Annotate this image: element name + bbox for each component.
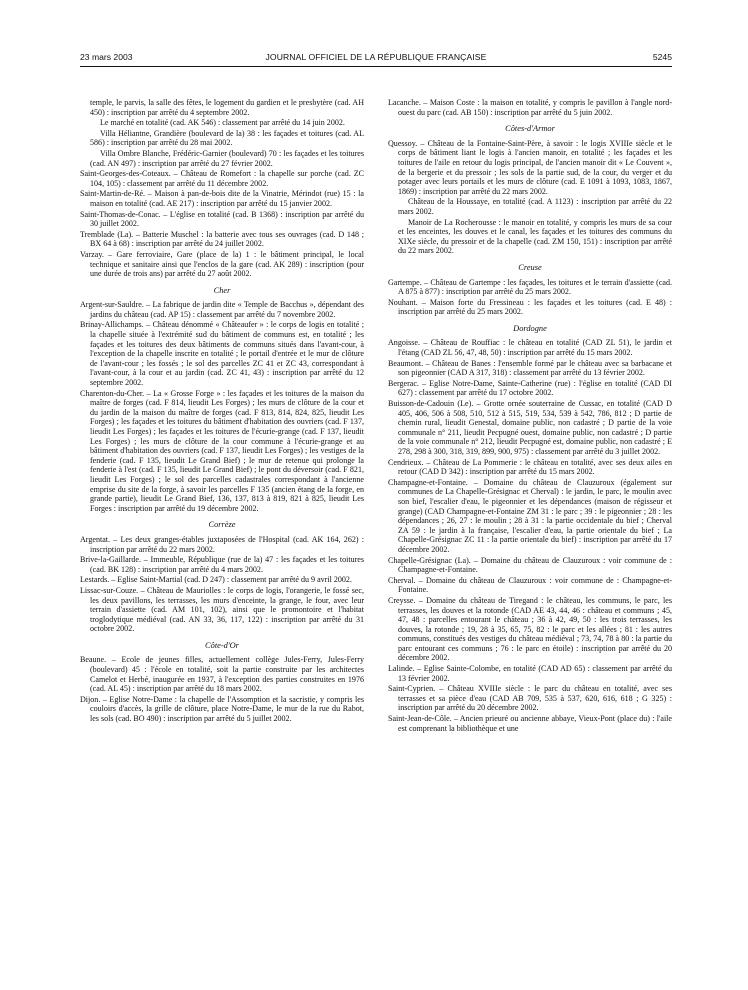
monument-entry: Creysse. – Domaine du château de Tiregand : le château, les communs, le parc, les terrasses, les douves et la rotonde (CAD AE 43, 44, 46 : château et communs ; 45, 47, 48 : parcelles entourant le château ; 36 à 42, 49, 50 : les trois terrasses, les douves, la rotonde ; 19, 28 à 35, 65, 75, 82 : le parc et les allées ; 81 : les autres communs, constitués des vestiges du château médiéval ; 73, 74, 78 à 80 : la partie du parc entourant ces communs ; 76 : le parc en étoile) : inscription par arrêté du 20 décembre 2002. — [388, 595, 672, 663]
monument-entry: Château de la Houssaye, en totalité (cad. A 1123) : inscription par arrêté du 22 mars 2002. — [398, 197, 672, 216]
monument-entry: Quessoy. – Château de la Fontaine-Saint-Père, à savoir : le logis XVIIIe siècle et le corps de bâtiment liant le logis à l'ancien manoir, en totalité ; les façades et les toitures de l'aile en retour du logis principal, de l'ancien manoir dit « Le Couvent », de la bergerie et du pressoir ; les sols de la partie sud, de la cour, du verger et du potager avec leurs portails et les murs de clôture (cad. E 1091 à 1093, 1083, 1867, 1869) : inscription par arrêté du 22 mars 2002. — [388, 138, 672, 196]
monument-entry: Brive-la-Gaillarde. – Immeuble, République (rue de la) 47 : les façades et les toitures (cad. BK 128) : inscription par arrêté du 4 mars 2002. — [80, 555, 364, 574]
monument-entry: Argentat. – Les deux granges-étables juxtaposées de l'Hospital (cad. AK 164, 262) : inscription par arrêté du 22 mars 2002. — [80, 534, 364, 554]
monument-entry: Beaune. – Ecole de jeunes filles, actuellement collège Jules-Ferry, Jules-Ferry (boulevard) 45 : l'école en totalité, soit la partie construite par les architectes Camelot et Herbé, inaugurée en 1937, à l'exception des parties construites en 1976 (cad. AL 45) : inscription par arrêté du 18 mars 2002. — [80, 655, 364, 694]
monument-entry: Manoir de La Rocherousse : le manoir en totalité, y compris les murs de sa cour et les enceintes, les douves et le canal, les façades et les toitures des communs du XIXe siècle, du pressoir et de la chapelle (cad. ZM 150, 151) : inscription par arrêté du 22 mars 2002. — [398, 217, 672, 256]
header-rule — [80, 66, 672, 67]
header-date: 23 mars 2003 — [80, 52, 133, 62]
monument-entry: Nouhant. – Maison forte du Fressineau : les façades et les toitures (cad. E 48) : inscription par arrêté du 25 mars 2002. — [388, 297, 672, 317]
monument-entry: Saint-Georges-des-Coteaux. – Château de Romefort : la chapelle sur porche (cad. ZC 104, 105) : classement par arrêté du 11 décembre 2002. — [80, 169, 364, 188]
monument-entry: Angoisse. – Château de Rouffiac : le château en totalité (CAD ZL 51), le jardin et l'étang (CAD ZL 56, 47, 48, 50) : inscription par arrêté du 15 mars 2002. — [388, 338, 672, 358]
monument-entry: Varzay. – Gare ferroviaire, Gare (place de la) 1 : le bâtiment principal, le local technique et sanitaire ainsi que l'enclos de la gare (cad. AK 289) : inscription (pour une durée de trois ans) par arrêté du 27 août 2002. — [80, 249, 364, 279]
department-heading: Corrèze — [208, 520, 236, 530]
monument-entry: Lissac-sur-Couze. – Château de Mauriolles : le corps de logis, l'orangerie, le fossé sec, les deux pavillons, les terrasses, les murs d'enceinte, la grange, le four, avec leur terrain d'assiette (cad. AM 101, 102), ainsi que le promontoire et l'habitat troglodytique médiéval (cad. AN 33, 36, 117, 122) : inscription par arrêté du 31 octobre 2002. — [80, 585, 364, 634]
monument-entry: Cherval. – Domaine du château de Clauzuroux : voir commune de : Champagne-et-Fontaine. — [388, 575, 672, 595]
monument-entry: Lalinde. – Eglise Sainte-Colombe, en totalité (CAD AD 65) : classement par arrêté du 13 février 2002. — [388, 664, 672, 683]
right-column — [388, 98, 672, 988]
page-header — [80, 52, 672, 66]
monument-entry: Saint-Cyprien. – Château XVIIIe siècle : le parc du château en totalité, avec ses terrasses et sa pièce d'eau (CAD AB 709, 535 à 537, 620, 616, 618 ; G 325) : inscription par arrêté du 20 décembre 2002. — [388, 684, 672, 713]
monument-entry: Cendrieux. – Château de La Pommerie : le château en totalité, avec ses deux ailes en retour (CAD D 342) : inscription par arrêté du 15 mars 2002. — [388, 457, 672, 477]
department-heading: Creuse — [518, 262, 542, 272]
monument-entry: Brinay-Allichamps. – Château dénommé « Châteaufer » : le corps de logis en totalité ; la chapelle située à l'extrémité sud du bâtiment de communs est, en totalité ; les façades et les toitures des deux bâtiments de communs situés dans l'avant-cour, à l'exception de la chapelle inscrite en totalité ; le portail d'entrée et le mur de clôture de l'avant-cour ; les fossés ; le sol des parcelles ZC 41 et ZC 43, correspondant à l'avant-cour, à la cour et au jardin (cad. ZC 41, 43) : inscription par arrêté du 12 septembre 2002. — [80, 320, 364, 388]
monument-entry: temple, le parvis, la salle des fêtes, le logement du gardien et le presbytère (cad. AH 450) : inscription par arrêté du 4 septembre 2002. — [90, 98, 364, 117]
monument-entry: Lacanche. – Maison Coste : la maison en totalité, y compris le pavillon à l'angle nord-ouest du parc (cad. AB 150) : inscription par arrêté du 5 juin 2002. — [388, 98, 672, 117]
monument-entry: Villa Héliantne, Grandière (boulevard de la) 38 : les façades et toitures (cad. AL 586) : inscription par arrêté du 28 mai 2002. — [90, 128, 364, 148]
monument-entry: Lestards. – Eglise Saint-Martial (cad. D 247) : classement par arrêté du 9 avril 2002. — [80, 575, 352, 585]
monument-entry: Gartempe. – Château de Gartempe : les façades, les toitures et le terrain d'assiette (cad. A 875 à 877) : inscription par arrêté du 25 mars 2002. — [388, 277, 672, 297]
monument-entry: Champagne-et-Fontaine. – Domaine du château de Clauzuroux (également sur communes de La Chapelle-Grésignac et Cherval) : le jardin, le parc, le moulin avec son bief, l'escalier d'eau, le pigeonnier et les dépendances (maison de régisseur et grange) (CAD Champagne-et-Fontaine ZM 31 : le parc ; 39 : le pigeonnier ; 28 : les dépendances ; 26, 27 : le moulin ; 28 à 31 : la partie occidentale du bief ; Cherval ZA 59 : le jardin à la française, l'escalier d'eau, la partie orientale du bief ; La Chapelle-Grésignac ZC 11 : la partie orientale du bief) : inscription par arrêté du 17 décembre 2002. — [388, 477, 672, 554]
monument-entry: Charenton-du-Cher. – La « Grosse Forge » : les façades et les toitures de la maison du maître de forges (cad. F 814, lieudit Les Forges) ; les murs de clôture de la cour et du jardin de la maison du maître de forges (cad. F 813, 814, 824, 825, lieudit Les Forges) ; les façades et les toitures du bâtiment d'habitation des ouvriers (cad. F 137, lieudit Les Forges) ; les façades et les toitures de l'écurie-grange (cad. F 137, lieudit Les Forges) ; les murs de clôture de la cour commune à l'écurie-grange et au bâtiment d'habitation des ouvriers (cad. F 137, lieudit Les Forges) ; les vestiges de la fenderie (cad. F 135, lieudit Le Grand Bief) ; le mur de retenue qui prolonge la fenderie à l'est (cad. F 135, lieudit Le Grand Bief) ; le pont du déversoir (cad. F 821, lieudit Les Forges) ; le sol des parcelles cadastrales correspondant à l'ancienne emprise du site de la forge, à savoir les parcelles F 135 (ancien étang de la forge, en grande partie), lieudit Le Grand Bief, 136, 137, 813 à 819, 821 à 825, lieudit Les Forges : inscription par arrêté du 19 décembre 2002. — [80, 388, 364, 513]
monument-entry: Argent-sur-Sauldre. – La fabrique de jardin dite « Temple de Bacchus », dépendant des jardins du château (cad. AP 15) : classement par arrêté du 7 novembre 2002. — [80, 300, 364, 319]
monument-entry: Saint-Martin-de-Ré. – Maison à pan-de-bois dite de la Vinatrie, Mérindot (rue) 15 : la maison en totalité (cad. AE 217) : inscription par arrêté du 15 janvier 2002. — [80, 189, 364, 208]
monument-entry: Buisson-de-Cadouin (Le). – Grotte ornée souterraine de Cussac, en totalité (CAD D 405, 406, 506 à 508, 510, 512 à 515, 519, 534, 539 à 542, 786, 812 ; D partie de chemin rural, lieudit Genestal, domaine public, non cadastré ; D partie de la voie communale n° 211, lieudit Pecpugné ouest, domaine public, non cadastré ; D partie de la voie communale n° 212, lieudit Pecpugné est, domaine public, non cadastré ; E 278, 298 à 300, 318, 319, 899, 900, 975) : classement par arrêté du 3 juillet 2002. — [388, 399, 672, 456]
monument-entry: Le marché en totalité (cad. AK 546) : classement par arrêté du 14 juin 2002. — [100, 118, 345, 128]
left-column — [80, 98, 364, 988]
monument-entry: Bergerac. – Eglise Notre-Dame, Sainte-Catherine (rue) : l'église en totalité (CAD DI 627) : classement par arrêté du 17 octobre 2002. — [388, 378, 672, 398]
department-heading: Côtes-d'Armor — [505, 124, 555, 134]
monument-entry: Villa Ombre Blanche, Frédéric-Garnier (boulevard) 70 : les façades et les toitures (cad. AN 497) : inscription par arrêté du 27 février 2002. — [90, 148, 364, 168]
header-journal-title: JOURNAL OFFICIEL DE LA RÉPUBLIQUE FRANÇAISE — [265, 52, 487, 62]
monument-entry: Beaumont. – Château de Banes : l'ensemble formé par le château avec sa barbacane et son pigeonnier (CAD A 317, 318) : classement par arrêté du 13 février 2002. — [388, 358, 672, 378]
department-heading: Cher — [213, 285, 231, 295]
monument-entry: Chapelle-Grésignac (La). – Domaine du château de Clauzuroux : voir commune de : Champagne-et-Fontaine. — [388, 555, 672, 575]
header-page-number: 5245 — [652, 52, 672, 62]
department-heading: Côte-d'Or — [205, 640, 239, 650]
monument-entry: Saint-Jean-de-Côle. – Ancien prieuré ou ancienne abbaye, Vieux-Pont (place du) : l'aile est comprenant la bibliothèque et une — [388, 714, 672, 733]
monument-entry: Tremblade (La). – Batterie Muschel : la batterie avec tous ses ouvrages (cad. D 148 ; BX 64 à 68) : inscription par arrêté du 24 juillet 2002. — [80, 229, 364, 249]
monument-entry: Dijon. – Eglise Notre-Dame : la chapelle de l'Assomption et la sacristie, y compris les couloirs d'accès, la grille de clôture, place Notre-Dame, le mur de la rue du Rabot, les sols (cad. BO 490) : inscription par arrêté du 5 juillet 2002. — [80, 694, 364, 724]
department-heading: Dordogne — [513, 323, 547, 333]
monument-entry: Saint-Thomas-de-Conac. – L'église en totalité (cad. B 1368) : inscription par arrêté du 30 juillet 2002. — [80, 209, 364, 229]
